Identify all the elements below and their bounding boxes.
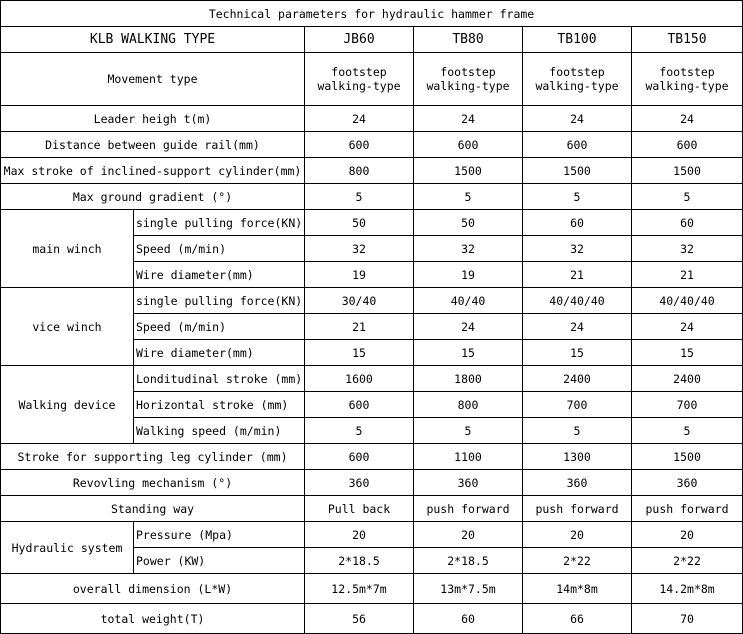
cell-value: 5	[414, 418, 523, 444]
cell-value: 5	[632, 418, 743, 444]
cell-value: 2400	[632, 366, 743, 392]
cell-value: 15	[523, 340, 632, 366]
cell-value: 21	[632, 262, 743, 288]
gradient-row	[1, 184, 743, 210]
cell-value: push forward	[632, 496, 743, 522]
cell-value: 19	[305, 262, 414, 288]
cell-value: 700	[632, 392, 743, 418]
cell-value: 24	[632, 106, 743, 132]
cell-value: push forward	[523, 496, 632, 522]
row-label: Movement type	[1, 53, 305, 106]
row-label: Leader heigh t(m)	[1, 106, 305, 132]
cell-value: 5	[632, 184, 743, 210]
header-model: TB100	[523, 27, 632, 53]
sub-label: Horizontal stroke (mm)	[134, 392, 305, 418]
cell-value: 2*18.5	[414, 548, 523, 574]
cell-value: 360	[523, 470, 632, 496]
cell-value: 24	[414, 314, 523, 340]
header-model: TB80	[414, 27, 523, 53]
cell-value: 24	[414, 106, 523, 132]
cell-value: 5	[305, 418, 414, 444]
standing-way-row	[1, 496, 743, 522]
row-label: Stroke for supporting leg cylinder (mm)	[1, 444, 305, 470]
cell-value: 50	[414, 210, 523, 236]
cell-value: 5	[523, 418, 632, 444]
cell-value: 5	[305, 184, 414, 210]
revolving-row	[1, 470, 743, 496]
cell-value: 14m*8m	[523, 574, 632, 604]
group-label-walking-device: Walking device	[1, 366, 134, 444]
cell-value: push forward	[414, 496, 523, 522]
cell-value: 2400	[523, 366, 632, 392]
cell-value: 20	[632, 522, 743, 548]
cell-value: 600	[305, 392, 414, 418]
cell-value: 1500	[414, 158, 523, 184]
cell-value: 32	[523, 236, 632, 262]
row-label: total weight(T)	[1, 604, 305, 634]
cell-value: 20	[414, 522, 523, 548]
cell-value: 21	[523, 262, 632, 288]
cell-value: 600	[414, 132, 523, 158]
row-label: Distance between guide rail(mm)	[1, 132, 305, 158]
cell-value: 15	[305, 340, 414, 366]
row-label: overall dimension (L*W)	[1, 574, 305, 604]
cell-value: 66	[523, 604, 632, 634]
sub-label: Wire diameter(mm)	[134, 340, 305, 366]
cell-value: 1800	[414, 366, 523, 392]
cell-value: footstep walking-type	[414, 53, 523, 106]
cell-value: 24	[523, 106, 632, 132]
cell-value: 1100	[414, 444, 523, 470]
dimension-row	[1, 574, 743, 604]
cell-value: 1600	[305, 366, 414, 392]
cell-value: 32	[632, 236, 743, 262]
movement-type-row	[1, 53, 743, 106]
cell-value: 24	[305, 106, 414, 132]
walking-longitudinal-row	[1, 366, 743, 392]
cell-value: 15	[414, 340, 523, 366]
header-row	[1, 27, 743, 53]
cell-value: 2*22	[632, 548, 743, 574]
cell-value: 30/40	[305, 288, 414, 314]
max-stroke-row	[1, 158, 743, 184]
cell-value: 60	[414, 604, 523, 634]
guide-rail-row	[1, 132, 743, 158]
sub-label: Wire diameter(mm)	[134, 262, 305, 288]
cell-value: 12.5m*7m	[305, 574, 414, 604]
header-model: JB60	[305, 27, 414, 53]
cell-value: 21	[305, 314, 414, 340]
group-label-main-winch: main winch	[1, 210, 134, 288]
sub-label: Londitudinal stroke (mm)	[134, 366, 305, 392]
vice-winch-pulling-row	[1, 288, 743, 314]
cell-value: 40/40/40	[632, 288, 743, 314]
cell-value: 700	[523, 392, 632, 418]
cell-value: 1500	[523, 158, 632, 184]
cell-value: 5	[414, 184, 523, 210]
sub-label: Walking speed (m/min)	[134, 418, 305, 444]
cell-value: 32	[414, 236, 523, 262]
header-type-label: KLB WALKING TYPE	[1, 27, 305, 53]
hydraulic-pressure-row	[1, 522, 743, 548]
cell-value: 600	[305, 132, 414, 158]
cell-value: 32	[305, 236, 414, 262]
cell-value: Pull back	[305, 496, 414, 522]
cell-value: 14.2m*8m	[632, 574, 743, 604]
cell-value: 56	[305, 604, 414, 634]
cell-value: 1500	[632, 158, 743, 184]
sub-label: single pulling force(KN)	[134, 288, 305, 314]
group-label-hydraulic-system: Hydraulic system	[1, 522, 134, 574]
row-label: Max ground gradient (°)	[1, 184, 305, 210]
sub-label: single pulling force(KN)	[134, 210, 305, 236]
cell-value: 360	[414, 470, 523, 496]
header-model: TB150	[632, 27, 743, 53]
sub-label: Speed (m/min)	[134, 236, 305, 262]
cell-value: 20	[523, 522, 632, 548]
table-title: Technical parameters for hydraulic hammer frame	[1, 1, 743, 27]
cell-value: 60	[523, 210, 632, 236]
cell-value: 800	[305, 158, 414, 184]
sub-label: Pressure (Mpa)	[134, 522, 305, 548]
cell-value: 600	[523, 132, 632, 158]
cell-value: 600	[632, 132, 743, 158]
cell-value: footstep walking-type	[632, 53, 743, 106]
cell-value: 19	[414, 262, 523, 288]
cell-value: 1500	[632, 444, 743, 470]
cell-value: 13m*7.5m	[414, 574, 523, 604]
cell-value: 800	[414, 392, 523, 418]
cell-value: 5	[523, 184, 632, 210]
cell-value: 50	[305, 210, 414, 236]
cell-value: 60	[632, 210, 743, 236]
cell-value: 20	[305, 522, 414, 548]
cell-value: 360	[305, 470, 414, 496]
cell-value: footstep walking-type	[523, 53, 632, 106]
cell-value: 360	[632, 470, 743, 496]
sub-label: Power (KW)	[134, 548, 305, 574]
sub-label: Speed (m/min)	[134, 314, 305, 340]
row-label: Standing way	[1, 496, 305, 522]
cell-value: 1300	[523, 444, 632, 470]
cell-value: 70	[632, 604, 743, 634]
weight-row	[1, 604, 743, 634]
group-label-vice-winch: vice winch	[1, 288, 134, 366]
cell-value: footstep walking-type	[305, 53, 414, 106]
cell-value: 15	[632, 340, 743, 366]
row-label: Max stroke of inclined-support cylinder(mm)	[1, 158, 305, 184]
title-row	[1, 1, 743, 27]
cell-value: 40/40	[414, 288, 523, 314]
cell-value: 24	[632, 314, 743, 340]
cell-value: 40/40/40	[523, 288, 632, 314]
cell-value: 2*18.5	[305, 548, 414, 574]
row-label: Revovling mechanism (°)	[1, 470, 305, 496]
cell-value: 24	[523, 314, 632, 340]
main-winch-pulling-row	[1, 210, 743, 236]
leader-height-row	[1, 106, 743, 132]
cell-value: 600	[305, 444, 414, 470]
cell-value: 2*22	[523, 548, 632, 574]
leg-cylinder-row	[1, 444, 743, 470]
